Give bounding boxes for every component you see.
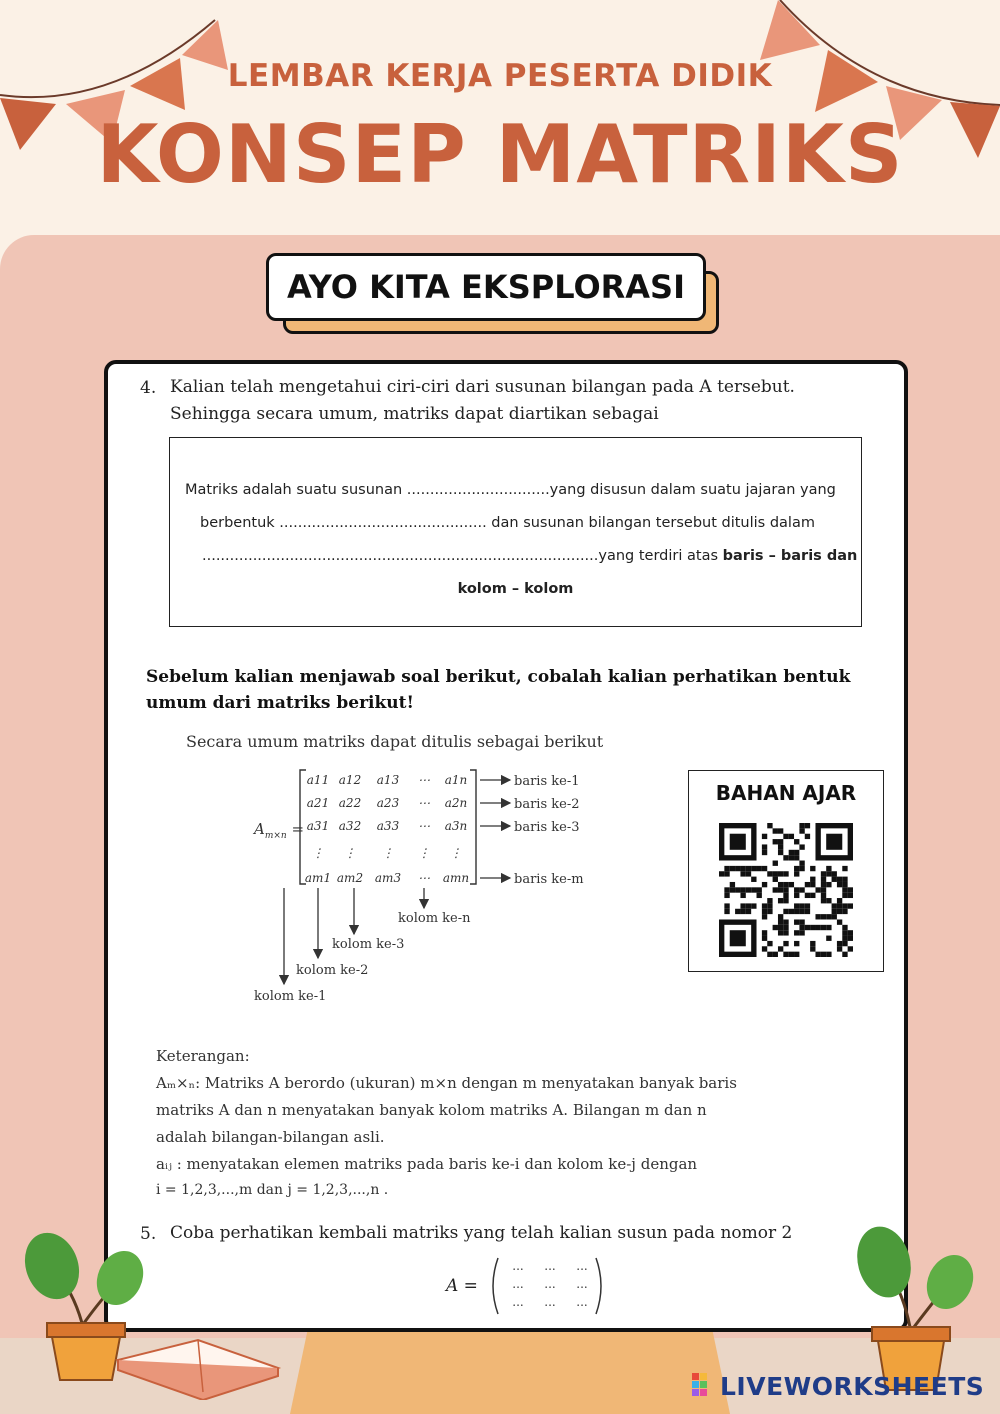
intro-instruction: Sebelum kalian menjawab soal berikut, cobalah kalian perhatikan bentuk umum dari matriks berikut! — [146, 667, 851, 713]
matrix-cell: a21 — [306, 796, 330, 810]
qr-code-icon[interactable] — [719, 823, 853, 957]
definition-line-2: berbentuk ............................................. dan susunan bilangan tersebut ditulis dalam — [200, 515, 815, 531]
column-label: kolom ke-2 — [296, 963, 369, 978]
row-label: baris ke-2 — [514, 797, 580, 812]
matrix-lhs-letter: A — [254, 820, 265, 838]
q5-matrix-cell: ... — [544, 1295, 556, 1309]
matrix-cell: a1n — [444, 773, 468, 787]
keterangan-line-2: matriks A dan n menyatakan banyak kolom matriks A. Bilangan m dan n — [156, 1101, 707, 1119]
question-5-lhs: A = — [446, 1276, 478, 1296]
q5-matrix-cell: ... — [512, 1259, 524, 1273]
question-5-matrix — [488, 1254, 608, 1318]
matrix-cell: a23 — [376, 796, 400, 810]
liveworksheets-logo[interactable] — [692, 1372, 984, 1401]
matrix-lhs-subscript: m×n — [264, 831, 287, 841]
matrix-cell: ⋯ — [418, 773, 430, 787]
keterangan-line-3: adalah bilangan-bilangan asli. — [156, 1128, 385, 1146]
liveworksheets-icon — [692, 1373, 716, 1401]
matrix-lhs: $A_{m\times n}$ = — [254, 820, 305, 841]
definition-line-3 — [202, 548, 857, 564]
matrix-cell: ⋮ — [382, 846, 394, 860]
matrix-cell: ⋯ — [418, 871, 430, 885]
matrix-cell: ⋮ — [312, 846, 324, 860]
matrix-cell: am1 — [304, 871, 332, 885]
matrix-cell: a2n — [444, 796, 468, 810]
matrix-cell: am2 — [336, 871, 364, 885]
definition-box — [169, 437, 862, 627]
matrix-cell: ⋮ — [450, 846, 462, 860]
question-4-number: 4. — [140, 378, 157, 398]
keterangan-line-1: Aₘ×ₙ: Matriks A berordo (ukuran) m×n dengan m menyatakan banyak baris — [156, 1074, 737, 1092]
matrix-cell: ⋮ — [418, 846, 430, 860]
q5-matrix-cell: ... — [512, 1295, 524, 1309]
worksheet-sheet — [104, 360, 908, 1332]
matrix-cell: a3n — [444, 819, 468, 833]
open-book-decoration — [108, 1330, 288, 1400]
rug-decoration — [290, 1330, 730, 1414]
matrix-cell: ⋯ — [418, 819, 430, 833]
general-matrix-diagram — [248, 762, 718, 1022]
matrix-caption: Secara umum matriks dapat ditulis sebagai berikut — [186, 732, 604, 751]
definition-bold-baris: baris – baris dan — [722, 548, 858, 564]
section-banner: AYO KITA EKSPLORASI — [266, 253, 706, 321]
question-4-line-1: Kalian telah mengetahui ciri-ciri dari susunan bilangan pada A tersebut. — [170, 377, 795, 397]
worksheet-title: KONSEP MATRIKS — [96, 108, 904, 201]
row-label: baris ke-3 — [514, 820, 580, 835]
matrix-cell: am3 — [374, 871, 402, 885]
liveworksheets-brand: LIVEWORKSHEETS — [720, 1372, 985, 1401]
q5-matrix-cell: ... — [544, 1259, 556, 1273]
matrix-cell: a13 — [376, 773, 400, 787]
q5-matrix-cell: ... — [544, 1277, 556, 1291]
qr-title: BAHAN AJAR — [715, 781, 857, 805]
keterangan-heading: Keterangan: — [156, 1047, 250, 1065]
matrix-cell: ⋯ — [418, 796, 430, 810]
qr-code-box[interactable] — [688, 770, 884, 972]
q5-matrix-cell: ... — [512, 1277, 524, 1291]
row-label: baris ke-m — [514, 872, 584, 887]
definition-line-1: Matriks adalah suatu susunan ...............................yang disusun dalam suatu jajaran yang — [185, 482, 836, 498]
definition-line-4 — [170, 581, 861, 597]
q5-matrix-cell: ... — [576, 1295, 588, 1309]
matrix-cell: a33 — [376, 819, 400, 833]
column-label: kolom ke-3 — [332, 937, 405, 952]
matrix-cell: a11 — [306, 773, 330, 787]
keterangan-line-5: i = 1,2,3,...,m dan j = 1,2,3,...,n . — [156, 1182, 389, 1198]
definition-blank-3: ......................................................................................yang terdiri atas — [202, 548, 723, 564]
q5-matrix-cell: ... — [576, 1259, 588, 1273]
matrix-cell: ⋮ — [344, 846, 356, 860]
q5-matrix-cell: ... — [576, 1277, 588, 1291]
matrix-cell: a12 — [338, 773, 362, 787]
worksheet-subtitle: LEMBAR KERJA PESERTA DIDIK — [227, 58, 773, 94]
matrix-cell: a22 — [338, 796, 362, 810]
definition-bold-kolom: kolom – kolom — [457, 581, 574, 597]
matrix-cell: amn — [442, 871, 470, 885]
row-label: baris ke-1 — [514, 774, 580, 789]
column-label: kolom ke-n — [398, 911, 471, 926]
keterangan-line-4: aᵢⱼ : menyatakan elemen matriks pada baris ke-i dan kolom ke-j dengan — [156, 1155, 698, 1173]
matrix-cell: a31 — [306, 819, 330, 833]
question-4-line-2: Sehingga secara umum, matriks dapat diartikan sebagai — [170, 404, 659, 424]
question-5-text: Coba perhatikan kembali matriks yang telah kalian susun pada nomor 2 — [170, 1223, 793, 1243]
matrix-cell: a32 — [338, 819, 362, 833]
question-5-number: 5. — [140, 1224, 157, 1244]
column-label: kolom ke-1 — [254, 989, 327, 1004]
